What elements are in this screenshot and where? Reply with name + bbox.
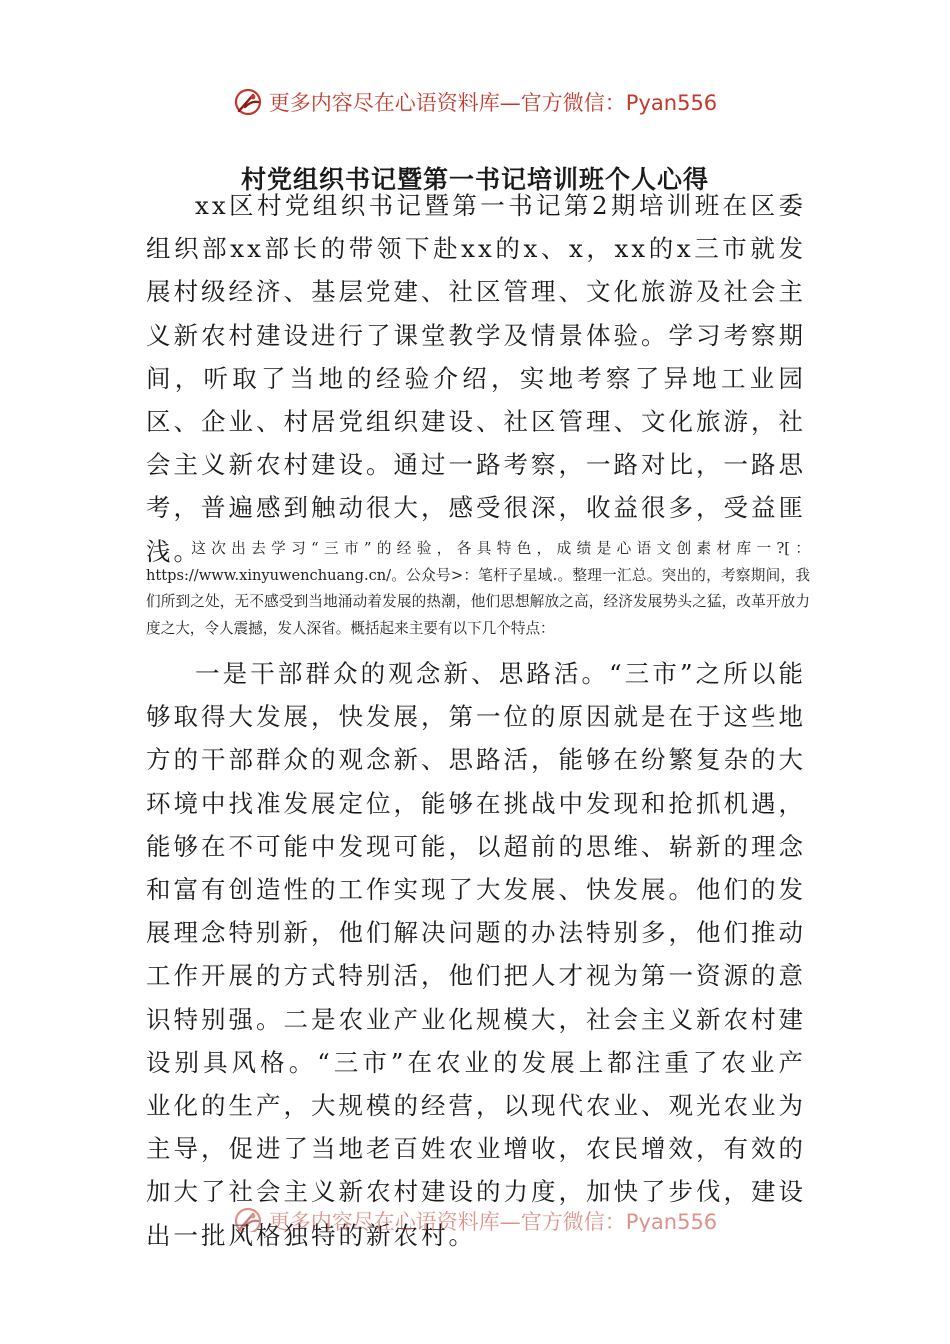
- watermark-banner-bottom-clip: [0, 1206, 950, 1232]
- watermark-banner-top: [0, 84, 950, 120]
- body-paragraph: xx区村党组织书记暨第一书记第2期培训班在区委组织部xx部长的带领下赴xx的x、x，xx的x三市就发展村级经济、基层党建、社区管理、文化旅游及社会主义新农村建设进行了课堂教学及情景体验。学习考察期间，听取了当地的经验介绍，实地考察了异地工业园区、企业、村居党组织建设、社区管理、文化旅游，社会主义新农村建设。通过一路考察，一路对比，一路思考，普遍感到触动很大，感受很深，收益很多，受益匪浅。: [146, 191, 806, 566]
- watermark-text: 更多内容尽在心语资料库—官方微信：Pyan556: [268, 1210, 718, 1232]
- logo-icon: [233, 87, 263, 117]
- watermark-text: 更多内容尽在心语资料库—官方微信：Pyan556: [268, 91, 718, 115]
- logo-icon: [233, 1206, 263, 1232]
- document-title: 村党组织书记暨第一书记培训班个人心得: [240, 164, 709, 194]
- watermark-banner-bottom: [0, 1206, 950, 1232]
- body-paragraph: 一是干部群众的观念新、思路活。“三市”之所以能够取得大发展，快发展，第一位的原因就是在于这些地方的干部群众的观念新、思路活，能够在纷繁复杂的大环境中找准发展定位，能够在挑战中发现和抢抓机遇，能够在不可能中发现可能，以超前的思维、崭新的理念和富有创造性的工作实现了大发展、快发展。他们的发展理念特别新，他们解决问题的办法特别多，他们推动工作开展的方式特别活，他们把人才视为第一资源的意识特别强。二是农业产业化规模大，社会主义新农村建设别具风格。“三市”在农业的发展上都注重了农业产业化的生产，大规模的经营，以现代农业、观光农业为主导，促进了当地老百姓农业增收，农民增效，有效的加大了社会主义新农村建设的力度，加快了步伐，建设出一批风格独特的新农村。: [146, 659, 806, 1250]
- body-paragraph-small: 这次出去学习“三市”的经验，各具特色，成绩是心语文创素材库一?[：https://www.xinyuwenchuang.cn/。公众号>：笔杆子星域.。整理一汇总。突出的，考察期间，我们所到之处，无不感受到当地涌动着发展的热潮，他们思想解放之高，经济发展势头之猛，改革开放力度之大，令人震撼，发人深省。概括起来主要有以下几个特点：: [146, 540, 810, 637]
